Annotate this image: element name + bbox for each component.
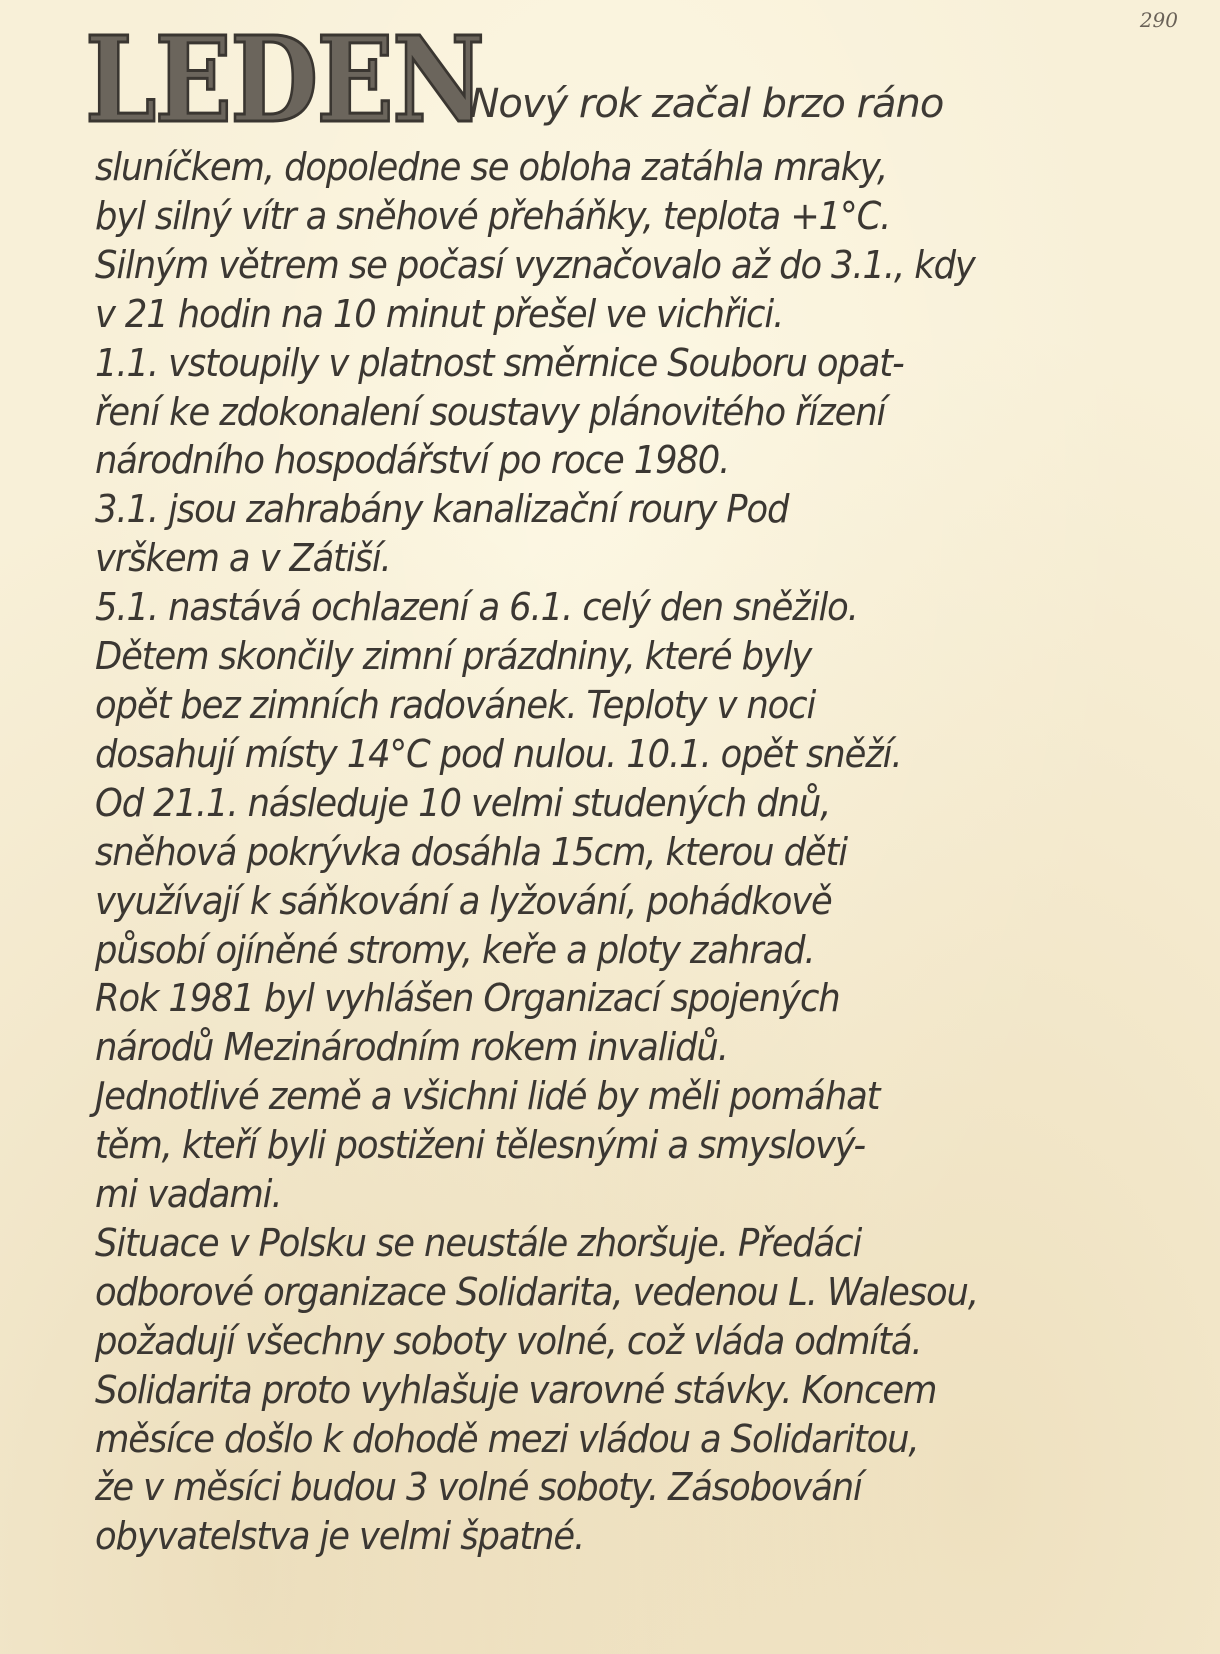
text-line: národů Mezinárodním rokem invalidů. — [95, 1025, 728, 1070]
text-line: opět bez zimních radovánek. Teploty v noci — [95, 682, 816, 727]
text-line: národního hospodářství po roce 1980. — [95, 438, 730, 483]
text-line: byl silný vítr a sněhové přeháňky, teplota +1°C. — [95, 193, 891, 238]
text-line: využívají k sáňkování a lyžování, pohádkově — [95, 878, 832, 923]
text-line: Silným větrem se počasí vyznačovalo až do 3.1., kdy — [95, 242, 975, 287]
text-line: obyvatelstva je velmi špatné. — [95, 1514, 585, 1559]
text-line: Jednotlivé země a všichni lidé by měli pomáhat — [95, 1074, 880, 1119]
text-line: mi vadami. — [95, 1172, 282, 1217]
text-line: působí ojíněné stromy, keře a ploty zahrad. — [95, 927, 815, 972]
page-number: 290 — [1139, 8, 1178, 32]
text-line: sluníčkem, dopoledne se obloha zatáhla mraky, — [95, 145, 888, 189]
text-line: požadují všechny soboty volné, což vláda odmítá. — [95, 1318, 922, 1363]
text-line: Od 21.1. následuje 10 velmi studených dnů, — [95, 780, 831, 825]
text-line: Solidarita proto vyhlašuje varovné stávky. Koncem — [95, 1367, 937, 1412]
chronicle-body — [95, 143, 1155, 1561]
text-line: sněhová pokrývka dosáhla 15cm, kterou děti — [95, 829, 847, 874]
text-line: v 21 hodin na 10 minut přešel ve vichřici. — [95, 291, 784, 336]
text-line: Situace v Polsku se neustále zhoršuje. Předáci — [95, 1220, 862, 1265]
heading-continuation: -Nový rok začal brzo ráno — [456, 81, 944, 127]
text-line: měsíce došlo k dohodě mezi vládou a Solidaritou, — [95, 1416, 919, 1461]
text-line: odborové organizace Solidarita, vedenou L. Walesou, — [95, 1269, 978, 1314]
heading-line — [85, 10, 944, 149]
text-line: vrškem a v Zátiší. — [95, 536, 391, 581]
text-line: 3.1. jsou zahrabány kanalizační roury Pod — [95, 487, 789, 532]
month-title: LEDEN — [85, 10, 484, 149]
text-line: že v měsíci budou 3 volné soboty. Zásobování — [95, 1465, 862, 1510]
text-line: těm, kteří byli postiženi tělesnými a smyslový- — [95, 1123, 865, 1168]
text-line: 1.1. vstoupily v platnost směrnice Souboru opat- — [95, 340, 904, 385]
text-line: ření ke zdokonalení soustavy plánovitého řízení — [95, 389, 886, 434]
text-line: 5.1. nastává ochlazení a 6.1. celý den sněžilo. — [95, 585, 858, 630]
text-line: dosahují místy 14°C pod nulou. 10.1. opět sněží. — [95, 731, 902, 776]
text-line: Dětem skončily zimní prázdniny, které byly — [95, 634, 812, 679]
text-line: Rok 1981 byl vyhlášen Organizací spojených — [95, 976, 840, 1021]
